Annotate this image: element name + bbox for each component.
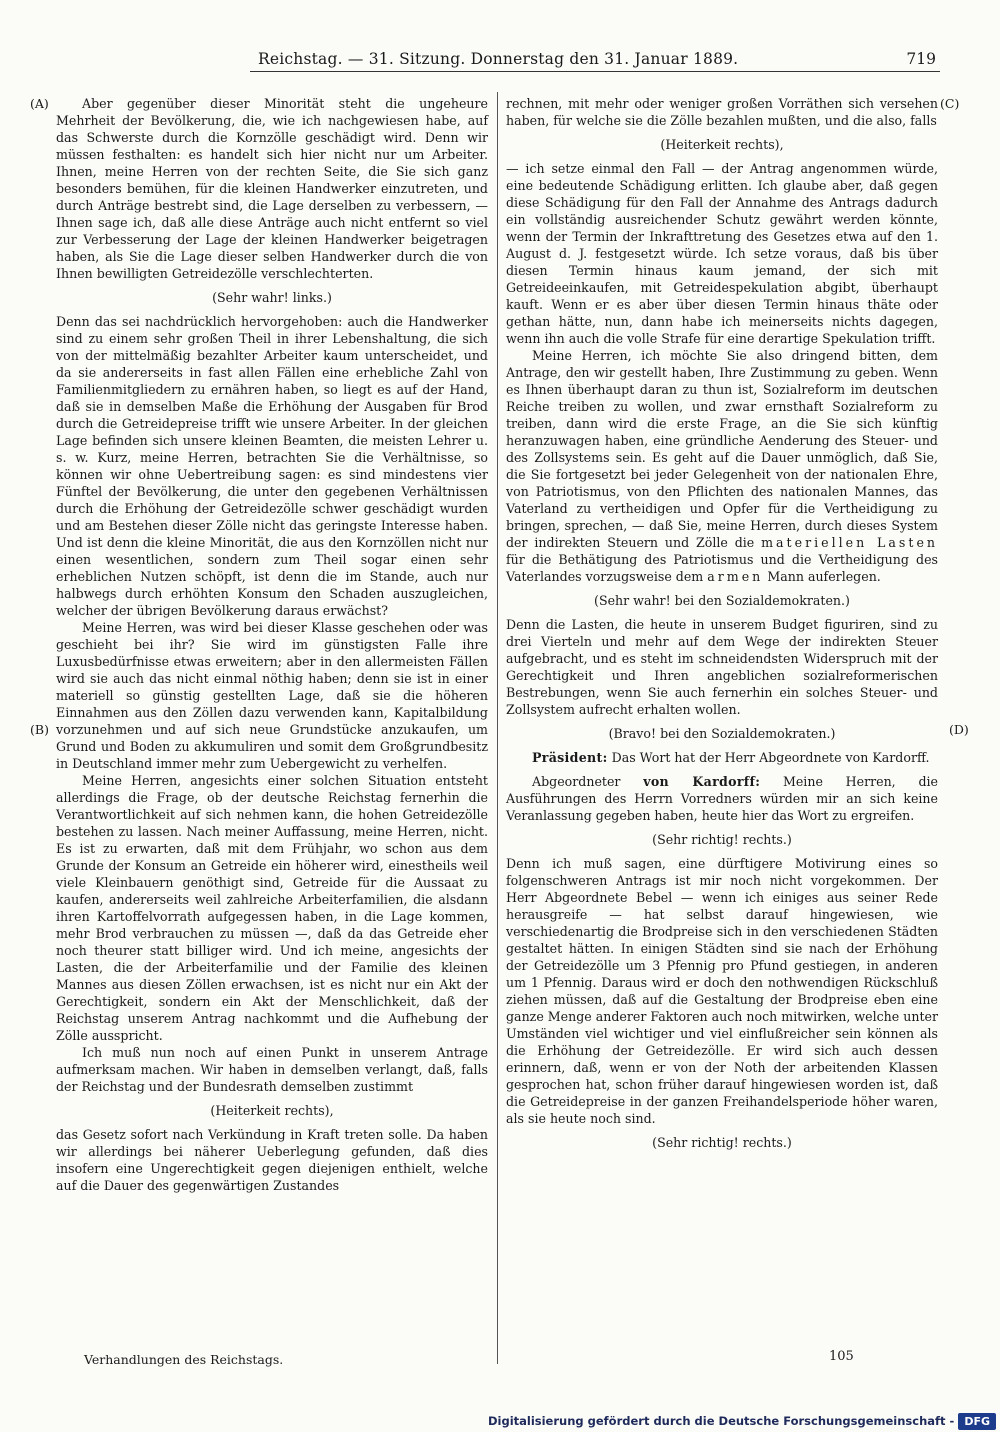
margin-mark-a: (A)	[30, 96, 49, 111]
paragraph: Denn ich muß sagen, eine dürftigere Motivirung eines so folgenschweren Antrags ist mir noch nicht vorgekommen. Der Herr Abgeordnete Bebel — wenn ich einiges aus seiner Rede herausgreife — hat selbst darauf hingewiesen, wie verschiedenartig die Brodpreise sich in den verschiedenen Städten gestaltet hätten. In einigen Städten sind sie nach der Erhöhung der Getreidezölle um 3 Pfennig pro Pfund gestiegen, in anderen um 1 Pfennig. Daraus wird er doch den nothwendigen Rückschluß ziehen müssen, daß auf die Gestaltung der Brodpreise eben eine ganze Menge anderer Faktoren auch noch mitwirken, welche unter Umständen viel wichtiger und viel einflußreicher sein können als die Erhöhung der Getreidezölle. Er wird sich auch dessen erinnern, daß, wenn er von der Noth der arbeitenden Klassen gesprochen hat, schon früher darauf hingewiesen worden ist, daß die Getreidepreise in der ganzen Freihandelsperiode höher waren, als sie heute noch sind.	[506, 856, 938, 1126]
president-paragraph	[506, 749, 938, 766]
paragraph-text: Meine Herren, die Ausführungen des Herrn Vorredners würden mir an sich keine Veranlassung gegeben haben, heute hier das Wort zu ergreifen.	[506, 774, 938, 823]
paragraph-text: für die Bethätigung des Patriotismus und die Vertheidigung des Vaterlandes vorzugsweise dem	[506, 552, 938, 584]
footer-title: Verhandlungen des Reichstags.	[84, 1352, 284, 1367]
paragraph: rechnen, mit mehr oder weniger großen Vorräthen sich versehen haben, für welche sie die Zölle bezahlen mußten, und die also, falls	[506, 96, 938, 128]
paragraph: Meine Herren, angesichts einer solchen Situation entsteht allerdings die Frage, ob der deutsche Reichstag fernerhin die Verantwortlichkeit auf sich nehmen kann, die hohen Getreidezölle bestehen zu lassen. Nach meiner Auffassung, meine Herren, nicht. Es ist zu erwarten, daß mit dem Frühjahr, wo schon aus dem Grunde der Konsum an Getreide ein höherer wird, einestheils weil viele Kleinbauern genöthigt sind, Getreide für die Aussaat zu kaufen, andererseits weil zahlreiche Arbeiterfamilien, die alsdann ihren Kartoffelvorrath aufgegessen haben, in die Lage kommen, mehr Brod verbrauchen zu müssen —, daß da das Getreide eher noch theurer statt billiger wird. Und ich meine, angesichts der Lasten, die der Arbeiterfamilie und der Familie des kleinen Mannes aus diesen Zöllen erwachsen, ist es nicht nur ein Akt der Gerechtigkeit, sondern ein Akt der Menschlichkeit, daß der Reichstag unserem Antrag nachkommt und die Aufhebung der Zölle ausspricht.	[56, 773, 488, 1043]
paragraph: Ich muß nun noch auf einen Punkt in unserem Antrage aufmerksam machen. Wir haben in demselben verlangt, daß, falls der Reichstag und der Bundesrath demselben zustimmt	[56, 1045, 488, 1094]
page-number: 719	[906, 50, 936, 68]
paragraph-text: Mann auferlegen.	[767, 569, 881, 584]
paragraph	[506, 347, 938, 585]
running-head: Reichstag. — 31. Sitzung. Donnerstag den 31. Januar 1889.	[258, 50, 739, 68]
page-header	[250, 50, 940, 74]
speaker-name: von Kardorff:	[643, 774, 761, 789]
interjection: (Sehr wahr! bei den Sozialdemokraten.)	[594, 593, 850, 608]
paragraph: Aber gegenüber dieser Minorität steht die ungeheure Mehrheit der Bevölkerung, die, wie ich nachgewiesen habe, auf das Schwerste durch die Kornzölle geschädigt wird. Denn wir müssen festhalten: es handelt sich hier nicht nur um Arbeiter. Ihnen, meine Herren von der rechten Seite, die Sie sich ganz besonders bemühen, für die kleinen Handwerker einzutreten, und durch Anträge bestrebt sind, die Lage derselben zu verbessern, — Ihnen sage ich, daß alle diese Anträge auch nicht entfernt so viel zur Verbesserung der Lage der kleinen Handwerker beigetragen haben, als Sie die Lage dieser selben Handwerker durch die von Ihnen bewilligten Getreidezölle verschlechterten.	[56, 96, 488, 281]
paragraph: Denn das sei nachdrücklich hervorgehoben: auch die Handwerker sind zu einem sehr großen Theil in ihrer Lebenshaltung, die sich von der mittelmäßig bezahlter Arbeiter kaum unterscheidet, und da sie andererseits in fast allen Fällen eine erhebliche Zahl von Familienmitgliedern zu ernähren haben, so liegt es auf der Hand, daß sie in demselben Maße die Erhöhung der Ausgaben für Brod durch die Getreidepreise trifft wie unsere Arbeiter. In der gleichen Lage befinden sich unsere kleinen Beamten, die meisten Lehrer u. s. w. Kurz, meine Herren, betrachten Sie die Verhältnisse, so können wir ohne Uebertreibung sagen: es sind mindestens vier Fünftel der Bevölkerung, die unter den gegebenen Verhältnissen durch die Erhöhung der Getreidezölle schwer geschädigt wurden und am Bestehen dieser Zölle nicht das geringste Interesse haben. Und ist denn die kleine Minorität, die aus den Kornzöllen nicht nur einen wesentlichen, sondern zum Theil sogar einen sehr erheblichen Nutzen schöpft, ist denn die im Stande, auch nur halbwegs durch erhöhten Konsum den Schaden auszugleichen, welcher der übrigen Bevölkerung daraus erwächst?	[56, 314, 488, 618]
margin-mark-d: (D)	[949, 722, 969, 737]
dfg-credit-bar	[488, 1410, 1000, 1432]
paragraph-text: Meine Herren, ich möchte Sie also dringend bitten, dem Antrage, den wir gestellt haben, Ihre Zustimmung zu geben. Wenn es Ihnen überhaupt daran zu thun ist, Sozialreform im deutschen Reiche treiben zu wollen, und zwar ernsthaft Sozialreform zu treiben, dann wird die erste Frage, an die Sie sich künftig heranzuwagen haben, eine gründliche Aenderung des Steuer- und des Zollsystems sein. Es geht auf die Dauer unmöglich, daß Sie, die Sie fortgesetzt bei jeder Gelegenheit von der nationalen Ehre, von Patriotismus, von den Pflichten des nationalen Mannes, das Vaterland zu vertheidigen und Opfer für die Vertheidigung zu bringen, sprechen, — daß Sie, meine Herren, durch dieses System der indirekten Steuern und Zölle die	[506, 348, 938, 550]
interjection: (Sehr richtig! rechts.)	[652, 1135, 792, 1150]
left-column	[56, 95, 488, 1194]
sheet-number: 105	[829, 1349, 854, 1364]
paragraph: Meine Herren, was wird bei dieser Klasse geschehen oder was geschieht bei ihr? Sie wird im günstigsten Falle ihre Luxusbedürfnisse etwas erweitern; aber in den allermeisten Fällen wird sie auch das nicht einmal nöthig haben; denn sie ist in einer materiell so günstig gestellten Lage, daß sie die höheren Einnahmen aus den Zöllen dazu verwenden kann, Kapitalbildung vorzunehmen und auf sich neue Grundstücke anzukaufen, um Grund und Boden zu akkumuliren und somit dem Großgrundbesitz in Deutschland immer mehr zum Uebergewicht zu verhelfen.	[56, 620, 488, 771]
header-rule	[250, 71, 940, 72]
paragraph: Denn die Lasten, die heute in unserem Budget figuriren, sind zu drei Vierteln und mehr auf dem Wege der indirekten Steuer aufgebracht, und es steht im schneidendsten Widerspruch mit der Gerechtigkeit und Ihren angeblichen sozialreformerischen Bestrebungen, wenn Sie auch fernerhin ein solches Steuer- und Zollsystem aufrecht erhalten wollen.	[506, 617, 938, 717]
column-divider	[497, 92, 498, 1364]
interjection: (Sehr richtig! rechts.)	[652, 832, 792, 847]
emphasis-text: materiellen Lasten	[761, 535, 939, 550]
dfg-logo: DFG	[958, 1413, 996, 1430]
paragraph: — ich setze einmal den Fall — der Antrag angenommen würde, eine bedeutende Schädigung erlitten. Ich glaube aber, daß gegen diese Schädigung für den Fall der Annahme des Antrags dadurch ein vollständig ausreichender Schutz gewährt werden könnte, wenn der Termin der Inkrafttretung des Gesetzes etwa auf den 1. August d. J. festgesetzt würde. Ich setze voraus, daß bis über diesen Termin hinaus kaum jemand, der sich mit Getreideeinkaufen, mit Getreidespekulation abgibt, überhaupt kauft. Wenn er es aber über diesen Termin hinaus thäte oder gethan hätte, nun, dann habe ich meinerseits nichts dagegen, wenn ihn auch die volle Strafe für eine derartige Spekulation trifft.	[506, 161, 938, 346]
emphasis-text: armen	[707, 569, 764, 584]
paragraph-text: Das Wort hat der Herr Abgeordnete von Kardorff.	[611, 750, 930, 765]
right-column	[506, 95, 938, 1158]
speaker-label: Präsident:	[532, 750, 608, 765]
paragraph: das Gesetz sofort nach Verkündung in Kraft treten solle. Da haben wir allerdings bei näherer Ueberlegung gefunden, daß dies insofern eine Ungerechtigkeit gegen diejenigen enthielt, welche auf die Dauer des gegenwärtigen Zustandes	[56, 1127, 488, 1193]
speaker-paragraph	[506, 773, 938, 824]
interjection: (Heiterkeit rechts),	[660, 137, 784, 152]
dfg-credit-text: Digitalisierung gefördert durch die Deutsche Forschungsgemeinschaft -	[487, 1414, 955, 1428]
interjection: (Bravo! bei den Sozialdemokraten.)	[608, 726, 836, 741]
speaker-prefix: Abgeordneter	[532, 774, 621, 789]
margin-mark-b: (B)	[30, 722, 49, 737]
margin-mark-c: (C)	[940, 96, 960, 111]
interjection: (Heiterkeit rechts),	[210, 1103, 334, 1118]
interjection: (Sehr wahr! links.)	[212, 290, 332, 305]
